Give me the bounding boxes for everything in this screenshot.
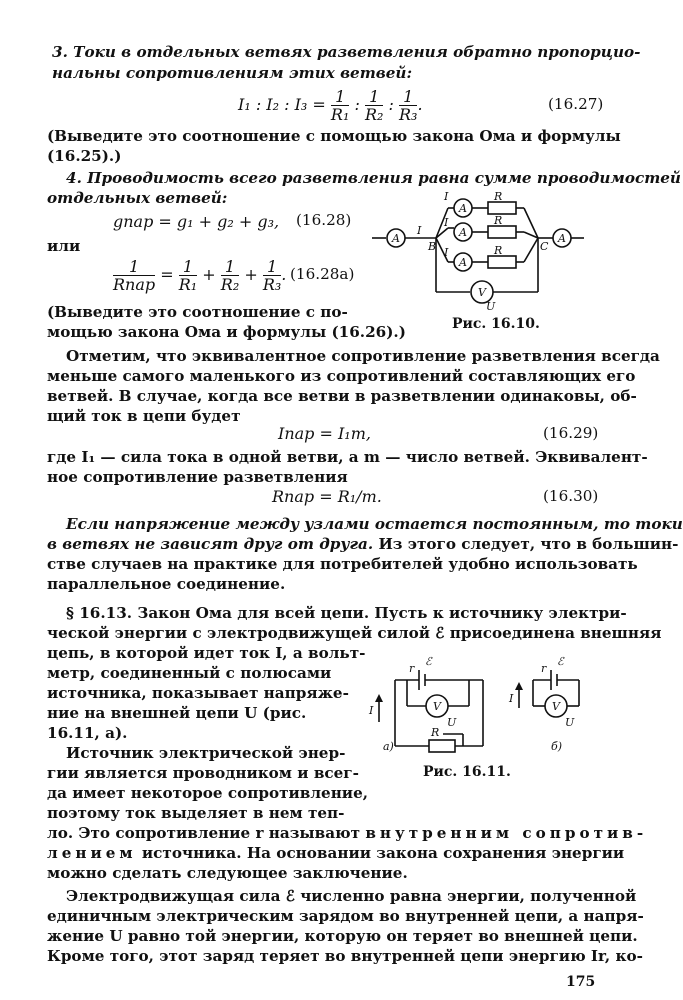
text-line: цепь, в которой идет ток I, а вольт-	[47, 644, 366, 662]
svg-text:r: r	[541, 662, 547, 675]
text-line: мощью закона Ома и формулы (16.26).)	[47, 323, 406, 341]
equation-number: (16.29)	[543, 424, 599, 442]
text-line: метр, соединенный с полюсами	[47, 664, 332, 682]
text-line: где I₁ — сила тока в одной ветви, а m — число ветвей. Эквивалент-	[47, 448, 648, 466]
svg-text:A: A	[459, 202, 467, 215]
equation-number: (16.28)	[296, 211, 352, 229]
equation-number: (16.28a)	[290, 265, 355, 283]
text-line: источника, показывает напряже-	[47, 684, 349, 702]
svg-text:I: I	[444, 190, 449, 203]
text-line: Отметим, что эквивалентное сопротивление разветвления всегда	[66, 347, 660, 365]
text-line: да имеет некоторое сопротивление,	[47, 784, 369, 802]
svg-text:V: V	[478, 286, 486, 299]
svg-text:ℰ: ℰ	[557, 655, 564, 668]
equation-16-28a: 1 Rпар = $\frac{1}{\text{R₁}}$ + $\frac{1}{\text{R₂}}$ + $\frac{1}{\text{R₃}}$ .	[113, 257, 287, 294]
text-line: можно сделать следующее заключение.	[47, 864, 408, 882]
text-line: в ветвях не зависят друг от друга. Из этого следует, что в большин-	[47, 535, 679, 553]
equation-16-29: Iпар = I₁m,	[278, 424, 371, 443]
text-line: Если напряжение между узлами остается постоянным, то токи	[66, 515, 683, 533]
equation-16-28: gпар = g₁ + g₂ + g₃,	[113, 212, 280, 231]
equation-number: (16.27)	[548, 95, 604, 113]
text-line: стве случаев на практике для потребителей удобно использовать	[47, 555, 638, 573]
text-line: нальны сопротивлениям этих ветвей:	[52, 64, 413, 82]
svg-text:б): б)	[551, 740, 563, 753]
equation-number: (16.30)	[543, 487, 599, 505]
svg-text:ℰ: ℰ	[425, 655, 432, 668]
svg-text:A: A	[392, 232, 400, 245]
text-line: ние на внешней цепи U (рис.	[47, 704, 307, 722]
svg-text:R: R	[494, 190, 503, 203]
text-line: жение U равно той энергии, которую он теряет во внешней цепи.	[47, 927, 638, 945]
svg-text:I: I	[444, 216, 449, 229]
svg-text:I: I	[369, 704, 374, 717]
text-line: (16.25).)	[47, 147, 122, 165]
text-line: или	[47, 237, 81, 255]
text-line: ветвей. В случае, когда все ветви в разветвлении одинаковы, об-	[47, 387, 637, 405]
svg-text:V: V	[552, 700, 560, 713]
text-line: 4. Проводимость всего разветвления равна сумме проводимостей	[66, 169, 681, 187]
text-line: (Выведите это соотношение с по-	[47, 303, 348, 321]
svg-text:a): a)	[383, 740, 394, 753]
text-line: щий ток в цепи будет	[47, 407, 241, 425]
text-line: поэтому ток выделяет в нем теп-	[47, 804, 345, 822]
svg-text:I: I	[509, 692, 514, 705]
text-line: ло. Это сопротивление r называют внутренним сопротив-	[47, 824, 648, 842]
svg-text:I: I	[417, 224, 422, 237]
text-line: (Выведите это соотношение с помощью закона Ома и формулы	[47, 127, 621, 145]
text-line: ческой энергии с электродвижущей силой ℰ присоединена внешняя	[47, 624, 662, 642]
svg-text:A: A	[459, 256, 467, 269]
svg-text:V: V	[433, 700, 441, 713]
text-line: отдельных ветвей:	[47, 189, 228, 207]
svg-text:A: A	[459, 226, 467, 239]
text-line: параллельное соединение.	[47, 575, 286, 593]
figure-caption: Рис. 16.10.	[452, 316, 540, 332]
svg-text:I: I	[444, 246, 449, 259]
text-line: ное сопротивление разветвления	[47, 468, 348, 486]
text-line: 3. Токи в отдельных ветвях разветвления обратно пропорцио-	[52, 43, 641, 61]
text-line: меньше самого маленького из сопротивлений составляющих его	[47, 367, 636, 385]
equation-16-27: I₁ : I₂ : I₃ = $\frac{1}{\text{R₁}}$ : $\frac{1}{\text{R₂}}$ : $\frac{1}{\text{R₃}}$ .	[238, 87, 423, 124]
svg-text:A: A	[558, 232, 566, 245]
text-line: гии является проводником и всег-	[47, 764, 359, 782]
figure-caption: Рис. 16.11.	[423, 764, 511, 780]
figure-16-11-circuits	[363, 650, 603, 760]
equation-16-30: Rпар = R₁/m.	[272, 487, 382, 506]
text-line: лением источника. На основании закона сохранения энергии	[47, 844, 625, 862]
svg-text:R: R	[494, 244, 503, 257]
page-number: 175	[566, 974, 596, 990]
svg-text:U: U	[565, 716, 575, 729]
text-line: единичным электрическим зарядом во внутренней цепи, а напря-	[47, 907, 644, 925]
text-line: Источник электрической энер-	[66, 744, 346, 762]
svg-text:R: R	[494, 214, 503, 227]
svg-text:U: U	[486, 300, 496, 313]
text-line: Кроме того, этот заряд теряет во внутренней цепи энергию Ir, ко-	[47, 947, 643, 965]
section-heading: § 16.13. Закон Ома для всей цепи. Пусть к источнику электри-	[66, 604, 627, 622]
svg-text:B: B	[428, 240, 437, 253]
svg-text:U: U	[447, 716, 457, 729]
svg-text:R: R	[431, 726, 440, 739]
svg-text:r: r	[409, 662, 415, 675]
svg-text:C: C	[540, 240, 549, 253]
text-line: Электродвижущая сила ℰ численно равна энергии, полученной	[66, 887, 637, 905]
figure-16-10-circuit	[372, 186, 602, 314]
text-line: 16.11, а).	[47, 724, 128, 742]
